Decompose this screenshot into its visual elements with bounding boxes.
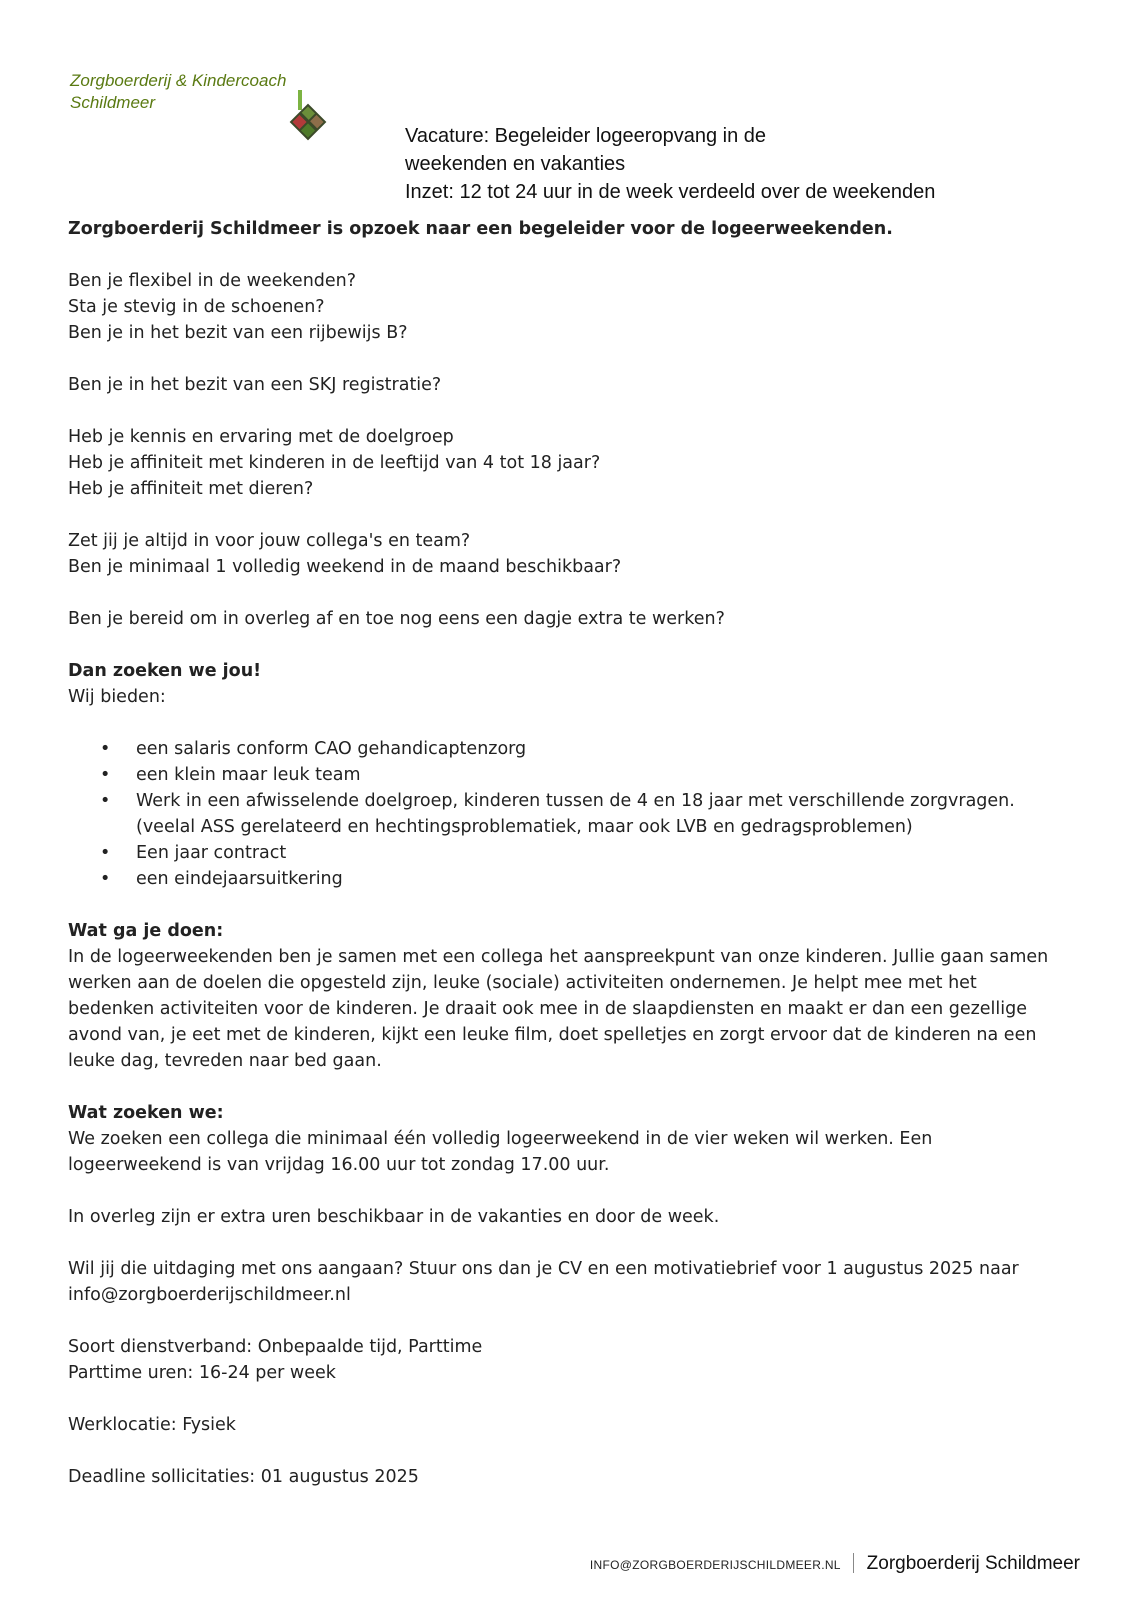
logo xyxy=(70,70,340,150)
offer-subtitle: Wij bieden: xyxy=(68,687,166,707)
footer-divider xyxy=(853,1553,854,1573)
offer-title: Dan zoeken we jou! xyxy=(68,661,262,681)
parttime-hours: Parttime uren: 16-24 per week xyxy=(68,1363,336,1383)
benefit-item: • Werk in een afwisselende doelgroep, kinderen tussen de 4 en 18 jaar met verschillende zorgvragen. (veelal ASS gerelateerd en hechtingsproblematiek, maar ook LVB en gedragsproblemen) xyxy=(68,788,1068,840)
question-group-3 xyxy=(68,424,1068,502)
question: Zet jij je altijd in voor jouw collega's en team? xyxy=(68,531,471,551)
employment-details xyxy=(68,1334,1068,1386)
question-group-1 xyxy=(68,268,1068,346)
extra-hours-text: In overleg zijn er extra uren beschikbaar in de vakanties en door de week. xyxy=(68,1207,720,1227)
logo-line-2: Schildmeer xyxy=(70,93,156,112)
farm-photo-icon xyxy=(288,90,328,142)
logo-line-1: Zorgboerderij & Kindercoach xyxy=(70,71,287,90)
vacancy-heading xyxy=(405,122,935,206)
question: Ben je in het bezit van een SKJ registratie? xyxy=(68,375,442,395)
tasks-title: Wat ga je doen: xyxy=(68,921,224,941)
question: Ben je flexibel in de weekenden? xyxy=(68,271,357,291)
seeking-title: Wat zoeken we: xyxy=(68,1103,224,1123)
page-footer xyxy=(590,1553,1080,1575)
seeking-section xyxy=(68,1100,1068,1178)
benefit-item: • Een jaar contract xyxy=(68,840,1068,866)
apply-text: Wil jij die uitdaging met ons aangaan? Stuur ons dan je CV en een motivatiebrief voor 1 augustus 2025 naar xyxy=(68,1259,1019,1279)
benefit-item: • een eindejaarsuitkering xyxy=(68,866,1068,892)
work-location: Werklocatie: Fysiek xyxy=(68,1415,236,1435)
tasks-body: In de logeerweekenden ben je samen met een collega het aanspreekpunt van onze kinderen. Jullie gaan samen werken aan de doelen die opgesteld zijn, leuke (sociale) activiteiten ondernemen. Je helpt mee met het bedenken activiteiten voor de kinderen. Je draait ook mee in de slaapdiensten en maakt er dan een gezellige avond van, je eet met de kinderen, kijkt een leuke film, doet spelletjes en zorgt ervoor dat de kinderen na een leuke dag, tevreden naar bed gaan. xyxy=(68,947,1049,1071)
application-deadline: Deadline sollicitaties: 01 augustus 2025 xyxy=(68,1467,419,1487)
question: Heb je affiniteit met dieren? xyxy=(68,479,314,499)
heading-line-2: weekenden en vakanties xyxy=(405,153,626,175)
question-group-5 xyxy=(68,606,1068,632)
apply-email-link[interactable]: info@zorgboerderijschildmeer.nl xyxy=(68,1285,351,1305)
intro-text: Zorgboerderij Schildmeer is opzoek naar een begeleider voor de logeerweekenden. xyxy=(68,219,893,239)
question: Ben je minimaal 1 volledig weekend in de maand beschikbaar? xyxy=(68,557,622,577)
footer-company-name: Zorgboerderij Schildmeer xyxy=(866,1553,1080,1574)
vacancy-body xyxy=(68,216,1068,1516)
question: Ben je in het bezit van een rijbewijs B? xyxy=(68,323,408,343)
employment-type: Soort dienstverband: Onbepaalde tijd, Parttime xyxy=(68,1337,483,1357)
offer-section xyxy=(68,658,1068,710)
seeking-body: We zoeken een collega die minimaal één volledig logeerweekend in de vier weken wil werken. Een logeerweekend is van vrijdag 16.00 uur tot zondag 17.00 uur. xyxy=(68,1129,933,1175)
apply-section xyxy=(68,1256,1068,1308)
question: Heb je affiniteit met kinderen in de leeftijd van 4 tot 18 jaar? xyxy=(68,453,601,473)
heading-line-3: Inzet: 12 tot 24 uur in de week verdeeld over de weekenden xyxy=(405,181,936,203)
question-group-2 xyxy=(68,372,1068,398)
question: Sta je stevig in de schoenen? xyxy=(68,297,325,317)
heading-line-1: Vacature: Begeleider logeeropvang in de xyxy=(405,125,766,147)
question: Heb je kennis en ervaring met de doelgroep xyxy=(68,427,454,447)
question: Ben je bereid om in overleg af en toe nog eens een dagje extra te werken? xyxy=(68,609,725,629)
benefits-list xyxy=(68,736,1068,892)
tasks-section xyxy=(68,918,1068,1074)
question-group-4 xyxy=(68,528,1068,580)
benefit-item: • een klein maar leuk team xyxy=(68,762,1068,788)
benefit-item: • een salaris conform CAO gehandicaptenzorg xyxy=(68,736,1068,762)
footer-email[interactable]: INFO@ZORGBOERDERIJSCHILDMEER.NL xyxy=(589,1558,841,1572)
